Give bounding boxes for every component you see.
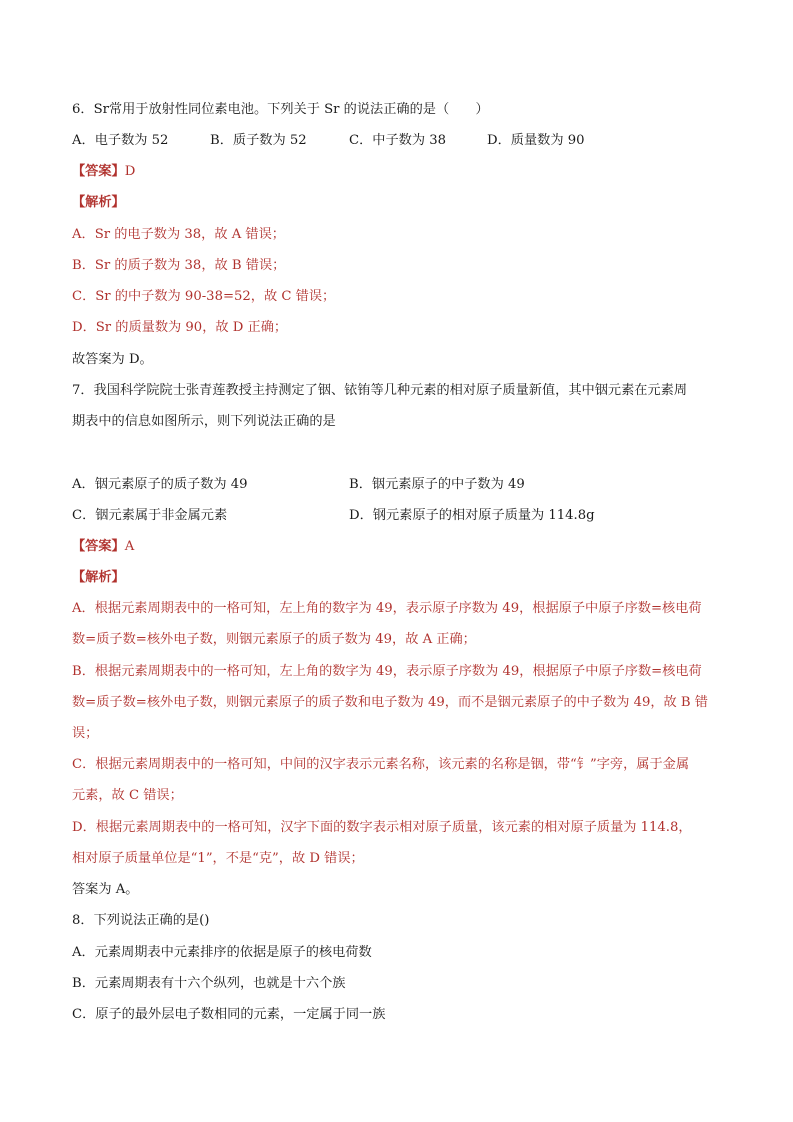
q6-analysis-a: A．Sr 的电子数为 38，故 A 错误； (72, 227, 285, 242)
q7-answer-label: 【答案】 (72, 539, 125, 554)
q7-analysis-line-5: 误； (72, 726, 99, 741)
q6-stem: 6．Sr常用于放射性同位素电池。下列关于 Sr 的说法正确的是（ ） (72, 102, 489, 117)
q6-answer (72, 163, 135, 181)
q6-option-b: B．质子数为 52 (210, 133, 307, 148)
q7-analysis-line-6: C．根据元素周期表中的一格可知，中间的汉字表示元素名称，该元素的名称是铟，带“钅”字旁，属于金属 (72, 757, 690, 772)
q7-analysis-line-1: A．根据元素周期表中的一格可知，左上角的数字为 49，表示原子序数为 49，根据原子中原子序数=核电荷 (72, 601, 702, 616)
q8-option-b: B．元素周期表有十六个纵列，也就是十六个族 (72, 976, 346, 991)
q7-analysis-line-4: 数=质子数=核外电子数，则铟元素原子的质子数和电子数为 49，而不是铟元素原子的中子数为 49，故 B 错 (72, 695, 708, 710)
q7-option-c: C．铟元素属于非金属元素 (72, 508, 228, 523)
q8-option-c: C．原子的最外层电子数相同的元素，一定属于同一族 (72, 1007, 386, 1022)
q7-analysis-line-7: 元素，故 C 错误； (72, 788, 183, 803)
q7-analysis-line-2: 数=质子数=核外电子数，则铟元素原子的质子数为 49，故 A 正确； (72, 632, 476, 647)
q7-option-b: B．铟元素原子的中子数为 49 (349, 477, 525, 492)
q7-stem-line-2: 期表中的信息如图所示，则下列说法正确的是 (72, 414, 336, 429)
q7-option-d: D．钢元素原子的相对原子质量为 114.8g (349, 508, 595, 523)
q6-option-a: A．电子数为 52 (72, 133, 169, 148)
q7-option-a: A．铟元素原子的质子数为 49 (72, 477, 248, 492)
q6-option-d: D．质量数为 90 (487, 133, 585, 148)
q7-analysis-line-9: 相对原子质量单位是“1”，不是“克”，故 D 错误； (72, 851, 364, 866)
q8-option-a: A．元素周期表中元素排序的依据是原子的核电荷数 (72, 945, 372, 960)
q6-answer-value: D (124, 164, 136, 179)
q7-answer (72, 538, 134, 556)
q6-answer-label: 【答案】 (72, 164, 125, 179)
q6-analysis-b: B．Sr 的质子数为 38，故 B 错误； (72, 258, 286, 273)
q6-analysis-label: 【解析】 (72, 195, 125, 210)
q7-analysis-label: 【解析】 (72, 570, 125, 585)
q7-conclusion: 答案为 A。 (72, 882, 139, 897)
q6-analysis-c: C．Sr 的中子数为 90-38=52，故 C 错误； (72, 289, 336, 304)
q7-analysis-line-8: D．根据元素周期表中的一格可知，汉字下面的数字表示相对原子质量，该元素的相对原子质量为 114.8， (72, 820, 692, 835)
q7-stem-line-1: 7．我国科学院院士张青莲教授主持测定了铟、铱铕等几种元素的相对原子质量新值，其中铟元素在元素周 (72, 383, 688, 398)
q6-option-c: C．中子数为 38 (349, 133, 446, 148)
q6-conclusion: 故答案为 D。 (72, 352, 153, 367)
q8-stem: 8．下列说法正确的是() (72, 913, 210, 928)
q6-analysis-d: D．Sr 的质量数为 90，故 D 正确； (72, 320, 288, 335)
q7-analysis-line-3: B．根据元素周期表中的一格可知，左上角的数字为 49，表示原子序数为 49，根据原子中原子序数=核电荷 (72, 664, 702, 679)
q7-answer-value: A (124, 539, 135, 554)
